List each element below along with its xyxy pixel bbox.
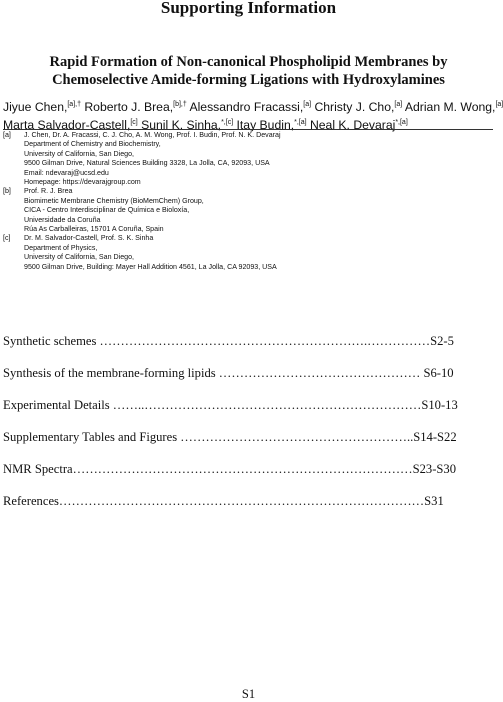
author-affiliation-mark: *,[c] <box>221 119 234 127</box>
affiliation-line: Prof. R. J. Brea <box>24 187 73 196</box>
header-divider <box>3 129 493 130</box>
affiliation-line: Biomimetic Membrane Chemistry (BioMemChem) Group, <box>24 196 204 205</box>
author-affiliation-mark: [a] <box>303 101 312 108</box>
toc-entry-experimental-details: Experimental Details ……..…………………………………………………………S10-13 <box>3 398 458 412</box>
author-name: Adrian M. Wong, <box>402 100 496 115</box>
author-name: Jiyue Chen, <box>3 100 68 115</box>
author-name: Neal K. Devaraj <box>306 118 396 133</box>
paper-title-line-1: Rapid Formation of Non-canonical Phospholipid Membranes by <box>49 54 448 70</box>
toc-entry-references: References……………………………………………………………………………S31 <box>3 494 444 508</box>
author-affiliation-mark: [b],† <box>173 101 187 108</box>
affiliation-tag: [b] <box>3 187 11 196</box>
author-affiliation-mark: [a],† <box>67 101 81 108</box>
author-affiliation-mark: [c] <box>130 119 138 127</box>
affiliation-list <box>3 131 493 272</box>
author-affiliation-mark: [a] <box>495 101 503 108</box>
affiliation-line: Department of Chemistry and Biochemistry, <box>24 140 161 149</box>
toc-entry-nmr-spectra: NMR Spectra………………………………………………………………………S23-S30 <box>3 462 457 476</box>
affiliation-tag: [a] <box>3 131 11 139</box>
author-list <box>3 97 503 133</box>
author-name: Roberto J. Brea, <box>80 100 174 115</box>
affiliation-line: Universidade da Coruña <box>24 215 101 224</box>
affiliation-line: 9500 Gilman Drive, Building: Mayer Hall Addition 4561, La Jolla, CA 92093, USA <box>24 262 277 271</box>
author-name: Marta Salvador-Castell, <box>3 118 131 133</box>
affiliation-tag: [c] <box>3 234 11 243</box>
affiliation-homepage: Homepage: https://devarajgroup.com <box>24 178 141 187</box>
affiliation-line: J. Chen, Dr. A. Fracassi, C. J. Cho, A. M. Wong, Prof. I. Budin, Prof. N. K. Devaraj <box>24 131 281 139</box>
author-name: Sunil K. Sinha, <box>137 118 222 133</box>
affiliation-line: 9500 Gilman Drive, Natural Sciences Building 3328, La Jolla, CA, 92093, USA <box>24 159 270 168</box>
affiliation-line: Department of Physics, <box>24 243 98 252</box>
toc-entry-supplementary-tables: Supplementary Tables and Figures ………………………………………………..S14-S22 <box>3 430 457 444</box>
affiliation-line: Dr. M. Salvador-Castell, Prof. S. K. Sinha <box>24 234 154 243</box>
affiliation-line: Rúa As Carballeiras, 15701 A Coruña, Spain <box>24 225 164 234</box>
affiliation-line: University of California, San Diego, <box>24 149 135 158</box>
page-number: S1 <box>241 687 256 701</box>
toc-entry-synthesis-lipids: Synthesis of the membrane-forming lipids ………………………………………… S6-10 <box>3 366 454 380</box>
author-name: Alessandro Fracassi, <box>186 100 304 115</box>
author-name: Itay Budin, <box>233 118 295 133</box>
author-affiliation-mark: *,[a] <box>294 119 307 127</box>
page-title: Supporting Information <box>160 0 337 17</box>
author-affiliation-mark: [a] <box>394 101 403 108</box>
author-affiliation-mark: *,[a] <box>395 119 408 127</box>
affiliation-line: University of California, San Diego, <box>24 253 135 262</box>
affiliation-line: CICA - Centro Interdisciplinar de Química e Bioloxía, <box>24 206 190 215</box>
paper-title <box>0 53 497 89</box>
paper-title-line-2: Chemoselective Amide-forming Ligations with Hydroxylamines <box>52 72 445 88</box>
affiliation-c <box>3 234 493 272</box>
author-line-1 <box>3 97 503 115</box>
affiliation-a <box>3 131 493 187</box>
affiliation-b <box>3 187 493 234</box>
toc-entry-synthetic-schemes: Synthetic schemes ……………………………………………………….……………S2-5 <box>3 334 454 348</box>
author-name: Christy J. Cho, <box>311 100 395 115</box>
affiliation-email: Email: ndevaraj@ucsd.edu <box>24 168 109 177</box>
